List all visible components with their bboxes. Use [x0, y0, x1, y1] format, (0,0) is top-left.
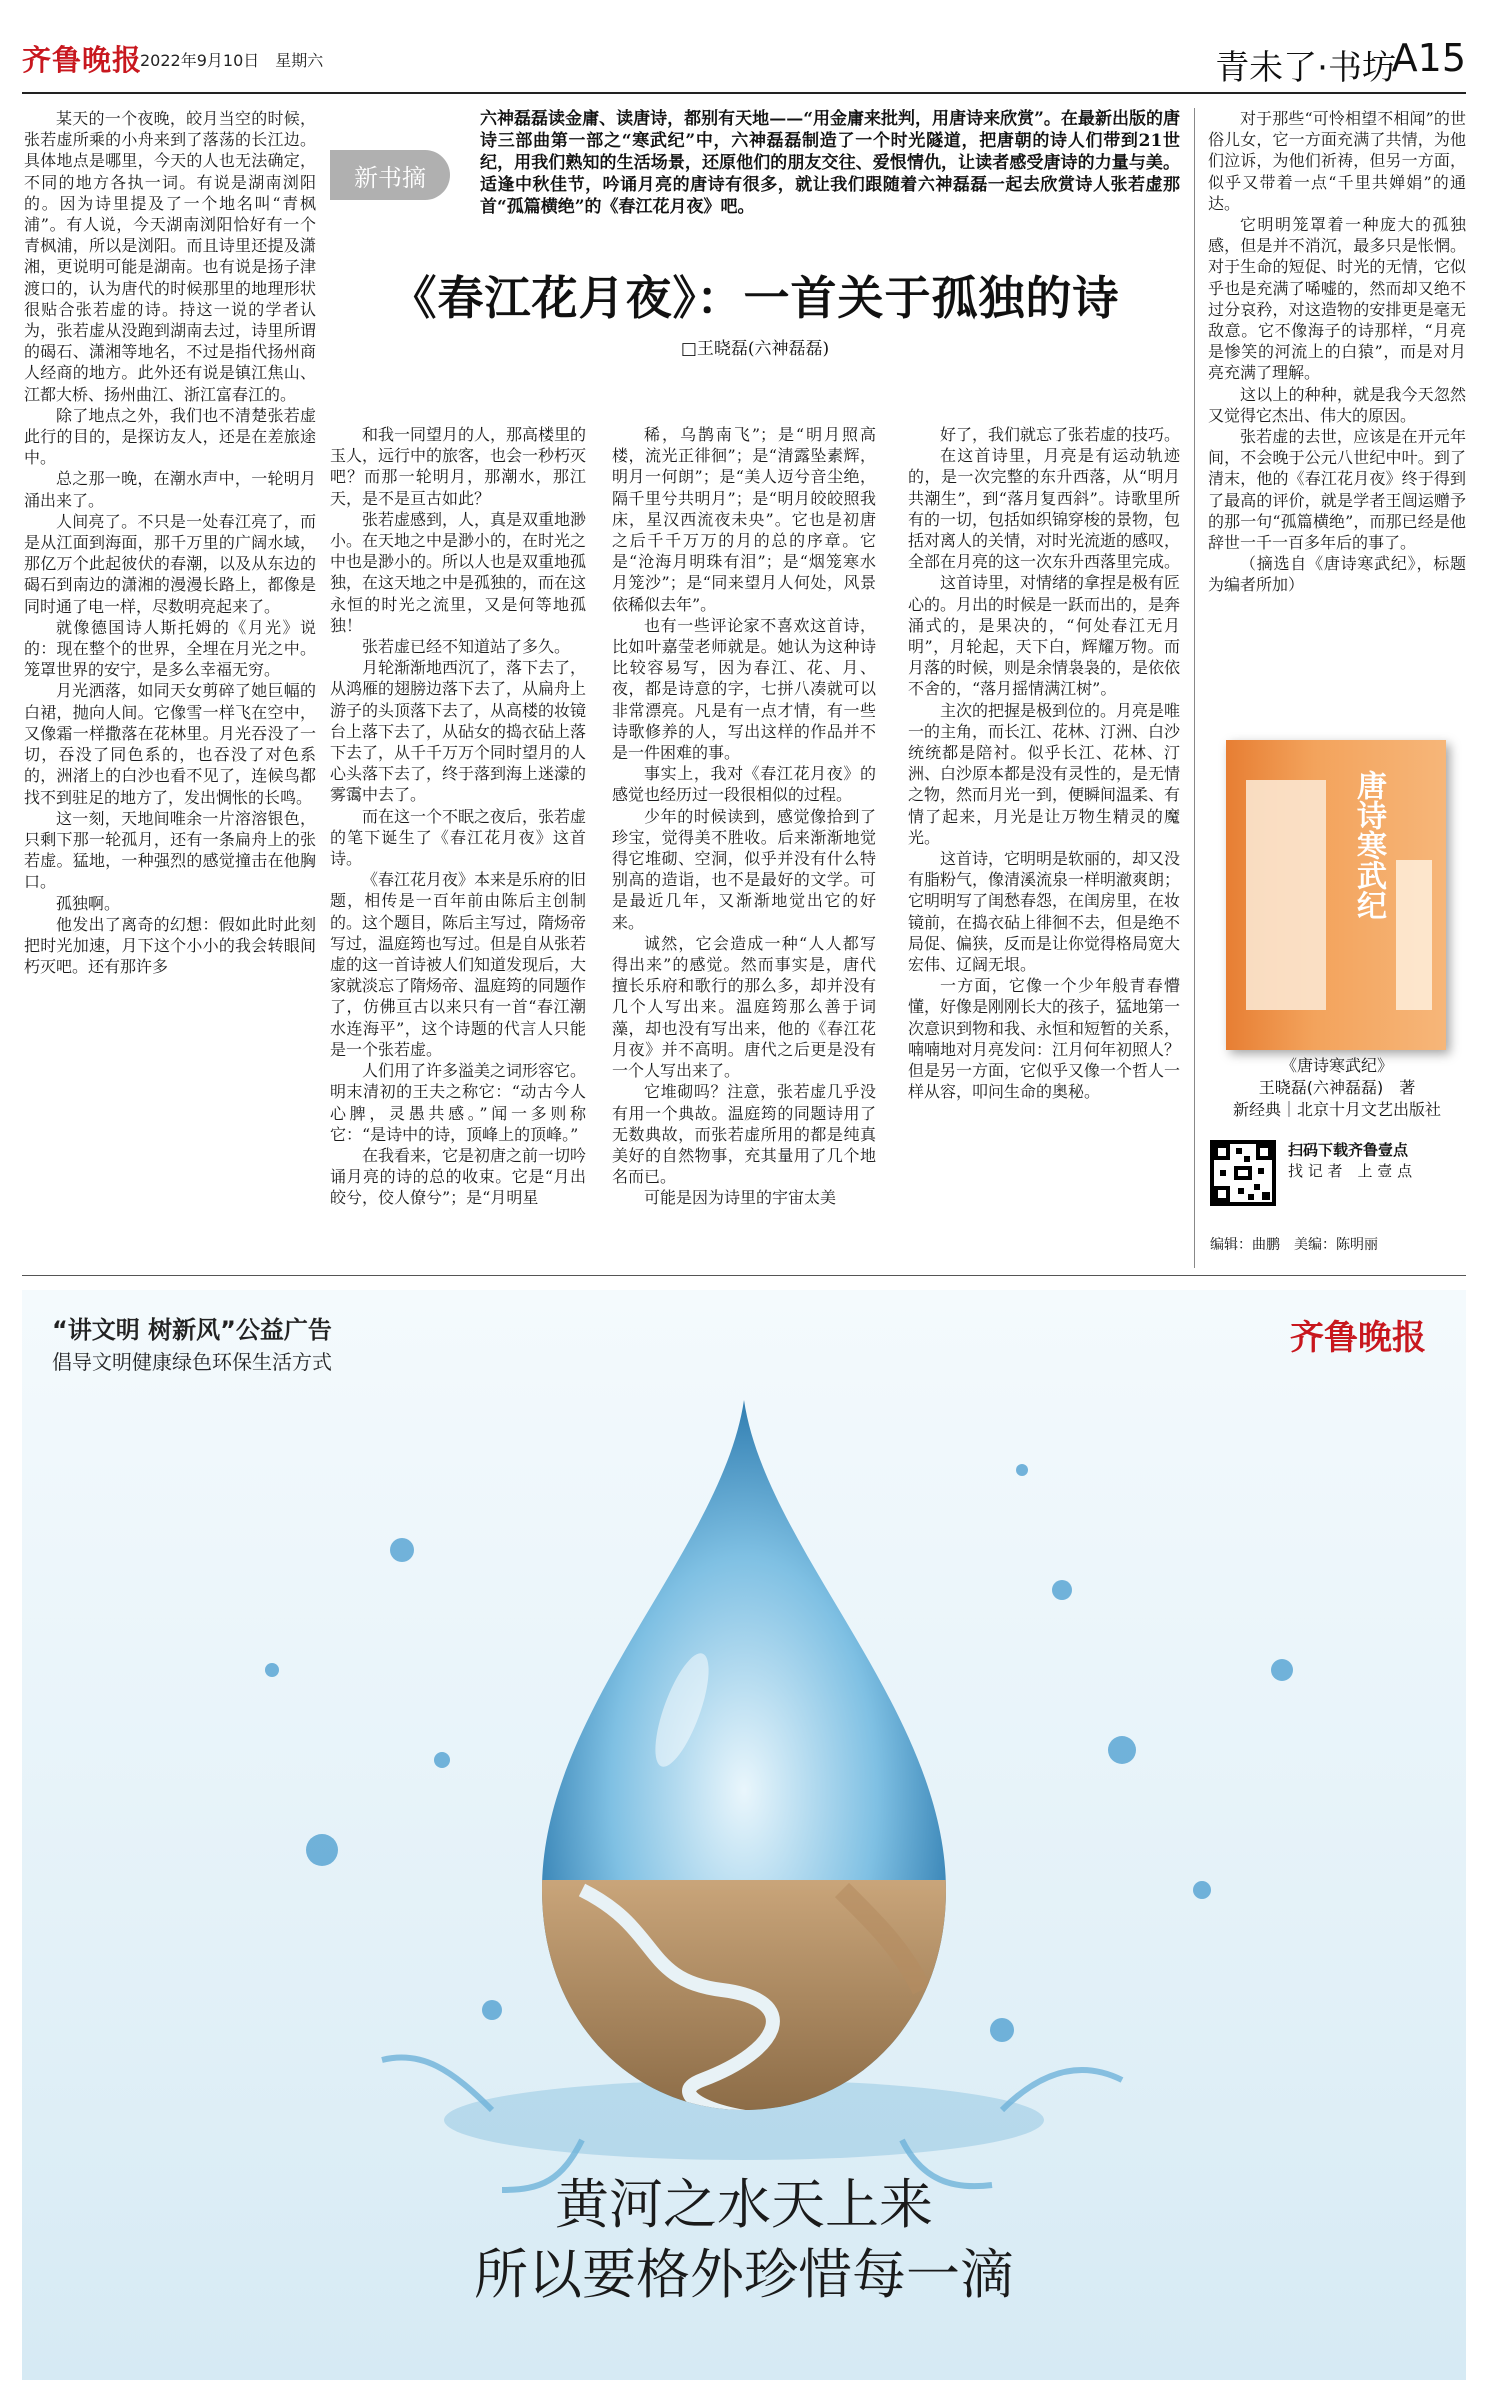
editor-credits: 编辑：曲鹏 美编：陈明丽 [1210, 1237, 1378, 1253]
paragraph: 张若虚感到，人，真是双重地渺小。在天地之中是渺小的，在时光之中也是渺小的。所以人也是双重地孤独，在这天地之中是孤独的，而在这永恒的时光之流里，又是何等地孤独！ [330, 509, 587, 635]
paragraph: （摘选自《唐诗寒武纪》，标题为编者所加） [1208, 554, 1466, 595]
paragraph: 某天的一个夜晚，皎月当空的时候，张若虚所乘的小舟来到了落荡的长江边。具体地点是哪里，今天的人也无法确定，不同的地方各执一词。有说是湖南浏阳的。因为诗里提及了一个地名叫“青枫浦”。有人说，今天湖南浏阳恰好有一个青枫浦，所以是浏阳。而且诗里还提及潇湘，更说明可能是湖南。也有说是扬子津渡口的，认为唐代的时候那里的地理形状很贴合张若虚的诗。持这一说的学者认为，张若虚从没跑到湖南去过，诗里所谓的碣石、潇湘等地名，不过是指代扬州商人经商的地方。此外还有说是镇江焦山、江都大桥、扬州曲江、浙江富春江的。 [24, 109, 316, 404]
column-divider [1194, 108, 1195, 1268]
article-column-4 [908, 424, 1180, 1103]
river-landscape [542, 1880, 946, 2120]
masthead [22, 30, 1466, 90]
paragraph: 少年的时候读到，感觉像拾到了珍宝，觉得美不胜收。后来渐渐地觉得它堆砌、空洞，似乎并没有什么特别高的造诣，也不是最好的文学。可是最近几年，又渐渐地觉出它的好来。 [612, 806, 876, 932]
paragraph: 孤独啊。 [56, 893, 121, 913]
paragraph: 这首诗，它明明是软丽的，却又没有脂粉气，像清溪流泉一样明澈爽朗；它明明写了闺愁春怨，在闺房里，在妆镜前，在捣衣砧上徘徊不去，但是绝不局促、偏狭，反而是让你觉得格局宽大宏伟、辽阔无垠。 [908, 849, 1181, 975]
paragraph: 就像德国诗人斯托姆的《月光》说的：现在整个的世界，全埋在月光之中。笼罩世界的安宁，是多么幸福无穷。 [24, 617, 316, 680]
paragraph: 也有一些评论家不喜欢这首诗，比如叶嘉莹老师就是。她认为这种诗比较容易写，因为春江、花、月、夜，都是诗意的字，七拼八凑就可以非常漂亮。凡是有一点才情，有一些诗歌修养的人，写出这样的作品并不是一件困难的事。 [612, 615, 876, 763]
section-name: 青未了·书坊 [1215, 48, 1396, 88]
paragraph: 一方面，它像一个少年般青春懵懂，好像是刚刚长大的孩子，猛地第一次意识到物和我、永恒和短暂的关系，喃喃地对月亮发问：江月何年初照人？但是另一方面，它似乎又像一个哲人一样从容，叩问生命的奥秘。 [908, 976, 1181, 1102]
ad-slogan-line1: 黄河之水天上来 [555, 2173, 933, 2236]
paragraph: 张若虚已经不知道站了多久。 [362, 637, 571, 657]
book-caption-author: 王晓磊(六神磊磊) 著 [1258, 1078, 1416, 1097]
ad-slogan [22, 2170, 1466, 2310]
ad-newspaper-logo: 齐鲁晚报 [1290, 1318, 1426, 1358]
article-column-5 [1208, 108, 1466, 596]
paragraph: 而在这一个不眠之夜后，张若虚的笔下诞生了《春江花月夜》这首诗。 [330, 806, 587, 869]
ad-subtitle: 倡导文明健康绿色环保生活方式 [52, 1350, 332, 1374]
paragraph: 除了地点之外，我们也不清楚张若虚此行的目的，是探访友人，还是在差旅途中。 [24, 405, 316, 468]
article-headline: 《春江花月夜》：一首关于孤独的诗 [390, 271, 1120, 325]
book-caption-publisher: 新经典｜北京十月文艺出版社 [1232, 1100, 1441, 1119]
paragraph: 月光洒落，如同天女剪碎了她巨幅的白裙，抛向人间。它像雪一样飞在空中，又像霜一样撒落在花林里。月光吞没了一切，吞没了同色系的，也吞没了对色系的，洲渚上的白沙也看不见了，连候鸟都找不到驻足的地方了，发出惆怅的长鸣。 [24, 681, 316, 807]
paragraph: 在这首诗里，月亮是有运动轨迹的，是一次完整的东升西落，从“明月共潮生”，到“落月复西斜”。诗歌里所有的一切，包括如织锦穿梭的景物，包括对离人的关情，对时光流逝的感叹，全部在月亮的这一次东升西落里完成。 [908, 446, 1181, 572]
paragraph: 张若虚的去世，应该是在开元年间，不会晚于公元八世纪中叶。到了清末，他的《春江花月夜》终于得到了最高的评价，就是学者王闿运赠予的那一句“孤篇横绝”，而那已经是他辞世一千一百多年后的事了。 [1208, 427, 1466, 553]
cover-decoration [1396, 860, 1432, 1010]
article-column-2 [330, 424, 586, 1209]
paragraph: 他发出了离奇的幻想：假如此时此刻把时光加速，月下这个小小的我会转眼间朽灭吧。还有那许多 [24, 914, 316, 977]
qr-code[interactable] [1210, 1140, 1276, 1206]
paragraph: 事实上，我对《春江花月夜》的感觉也经历过一段很相似的过程。 [612, 764, 876, 805]
paragraph: 《春江花月夜》本来是乐府的旧题，相传是一百年前由陈后主创制的。这个题目，陈后主写过，隋炀帝写过，温庭筠也写过。但是自从张若虚的这一首诗被人们知道发现后，大家就淡忘了隋炀帝、温庭筠的同题作了，仿佛亘古以来只有一首“春江潮水连海平”，这个诗题的代言人只能是一个张若虚。 [330, 870, 587, 1059]
book-caption-title: 《唐诗寒武纪》 [1280, 1056, 1393, 1075]
paragraph: 月轮渐渐地西沉了，落下去了，从鸿雁的翅膀边落下去了，从扁舟上游子的头顶落下去了，从高楼的妆镜台上落下去了，从砧女的捣衣砧上落下去了，从千千万万个同时望月的人心头落下去了，终于落到海上迷濛的雾霭中去了。 [330, 658, 587, 805]
paragraph: 和我一同望月的人，那高楼里的玉人，远行中的旅客，也会一秒朽灭吧？而那一轮明月，那潮水，那江天，是不是亘古如此？ [330, 425, 587, 508]
paragraph: 诚然，它会造成一种“人人都写得出来”的感觉。然而事实是，唐代擅长乐府和歌行的那么多，却并没有几个人写出来。温庭筠那么善于词藻，却也没有写出来，他的《春江花月夜》并不高明。唐代之后更是没有一个人写出来了。 [612, 933, 876, 1081]
ad-slogan-line2: 所以要格外珍惜每一滴 [474, 2243, 1014, 2306]
public-service-ad [22, 1290, 1466, 2380]
paragraph: 这以上的种种，就是我今天忽然又觉得它杰出、伟大的原因。 [1208, 384, 1466, 425]
qr-caption-line2: 找 记 者 上 壹 点 [1288, 1162, 1413, 1180]
section-rule [22, 1275, 1466, 1276]
paragraph: 它堆砌吗？注意，张若虚几乎没有用一个典故。温庭筠的同题诗用了无数典故，而张若虚所用的都是纯真美好的自然物事，充其量用了几个地名而已。 [612, 1082, 876, 1187]
qr-caption [1288, 1140, 1468, 1182]
paragraph: 这首诗里，对情绪的拿捏是极有匠心的。月出的时候是一跃而出的，是奔涌式的，是果决的，“何处春江无月明”，月轮起，天下白，辉耀万物。而月落的时候，则是余情袅袅的，是依依不舍的，“落月摇情满江树”。 [908, 573, 1181, 699]
paragraph: 总之那一晚，在潮水声中，一轮明月涌出来了。 [24, 469, 316, 510]
qr-caption-line1: 扫码下载齐鲁壹点 [1288, 1141, 1409, 1159]
book-cover-title: 唐诗寒武纪 [1351, 770, 1386, 920]
page-number: A15 [1391, 36, 1466, 80]
newspaper-logo: 齐鲁晚报 [22, 43, 143, 77]
paragraph: 人们用了许多溢美之词形容它。明末清初的王夫之称它：“动古今人心脾，灵愚共感。”闻一多则称它：“是诗中的诗，顶峰上的顶峰。” [330, 1061, 587, 1144]
article-column-3 [612, 424, 876, 1209]
paragraph: 这一刻，天地间唯余一片溶溶银色，只剩下那一轮孤月，还有一条扁舟上的张若虚。猛地，一种强烈的感觉撞击在他胸口。 [24, 808, 316, 892]
paragraph: 对于那些“可怜相望不相闻”的世俗儿女，它一方面充满了共情，为他们泣诉，为他们祈祷，但另一方面，似乎又带着一点“千里共婵娟”的通达。 [1208, 109, 1466, 213]
cover-decoration [1246, 780, 1326, 1010]
paragraph: 主次的把握是极到位的。月亮是唯一的主角，而长江、花林、汀洲、白沙统统都是陪衬。似乎长江、花林、汀洲、白沙原本都是没有灵性的，是无情之物，然而月光一到，便瞬间温柔、有情了起来，月光是让万物生精灵的魔光。 [908, 700, 1181, 847]
book-caption [1208, 1055, 1466, 1121]
paragraph: 人间亮了。不只是一处春江亮了，而是从江面到海面，那千万里的广阔水域，那亿万个此起彼伏的春潮，以及从东边的碣石到南边的潇湘的漫漫长路上，都像是同时通了电一样，尽数明亮起来了。 [24, 511, 316, 616]
ad-title: “讲文明 树新风”公益广告 [52, 1316, 332, 1344]
book-cover-image [1226, 740, 1446, 1050]
new-book-excerpt-tag: 新书摘 [330, 150, 450, 200]
article-lead: 六神磊磊读金庸、读唐诗，都别有天地——“用金庸来批判，用唐诗来欣赏”。在最新出版的唐诗三部曲第一部之“寒武纪”中，六神磊磊制造了一个时光隧道，把唐朝的诗人们带到21世纪，用我们熟知的生活场景，还原他们的朋友交往、爱恨情仇，让读者感受唐诗的力量与美。适逢中秋佳节，吟诵月亮的唐诗有很多，就让我们跟随着六神磊磊一起去欣赏诗人张若虚那首“孤篇横绝”的《春江花月夜》吧。 [480, 109, 1180, 217]
issue-date: 2022年9月10日 星期六 [140, 51, 324, 70]
paragraph: 它明明笼罩着一种庞大的孤独感，但是并不消沉，最多只是怅惘。对于生命的短促、时光的无情，它似乎也是充满了唏嘘的，然而却又绝不过分哀矜，对这造物的安排更是毫无敌意。它不像海子的诗那样，“月亮是惨笑的河流上的白猿”，而是对月亮充满了理解。 [1208, 215, 1466, 383]
header-rule [22, 92, 1466, 94]
paragraph: 可能是因为诗里的宇宙太美 [644, 1188, 837, 1208]
article-byline: □王晓磊(六神磊磊) [680, 339, 830, 359]
article-column-1 [24, 108, 316, 977]
paragraph: 好了，我们就忘了张若虚的技巧。 [940, 425, 1181, 444]
paragraph: 稀，乌鹊南飞”；是“明月照高楼，流光正徘徊”；是“清露坠素辉，明月一何朗”；是“美人迈兮音尘绝，隔千里兮共明月”；是“明月皎皎照我床，星汉西流夜未央”。它也是初唐之后千千万万的月的总的序章。它是“沧海月明珠有泪”；是“烟笼寒水月笼沙”；是“同来望月人何处，风景依稀似去年”。 [612, 425, 876, 614]
paragraph: 在我看来，它是初唐之前一切吟诵月亮的诗的总的收束。它是“月出皎兮，佼人僚兮”；是“月明星 [330, 1145, 587, 1208]
